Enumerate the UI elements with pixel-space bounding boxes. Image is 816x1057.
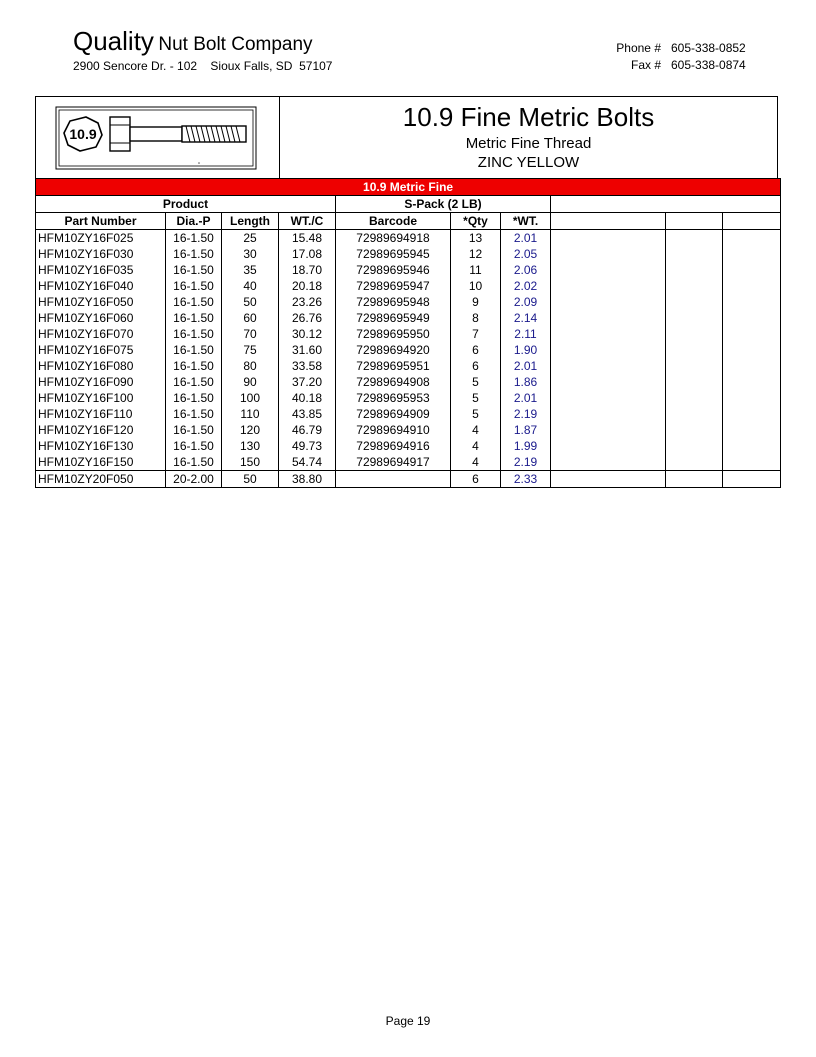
cell-wt-c: 37.20 [279,374,336,390]
cell-dia-p: 16-1.50 [166,438,222,454]
cell-empty [723,454,781,471]
cell-wt-c: 49.73 [279,438,336,454]
cell-wt-c: 18.70 [279,262,336,278]
company-name [73,26,313,57]
cell-empty [723,310,781,326]
header-qty: *Qty [451,213,501,230]
cell-empty [551,262,666,278]
cell-empty [666,454,723,471]
cell-length: 40 [222,278,279,294]
cell-empty [666,326,723,342]
cell-wt: 1.87 [501,422,551,438]
table-row [36,438,781,454]
bolt-icon [36,97,279,179]
cell-wt-c: 15.48 [279,230,336,247]
grade-badge: 10.9 [69,126,97,142]
cell-empty [551,454,666,471]
bolt-image [36,97,280,179]
cell-dia-p: 16-1.50 [166,310,222,326]
header-part-number: Part Number [36,213,166,230]
table-body [36,230,781,488]
cell-empty [666,438,723,454]
cell-empty [666,358,723,374]
cell-qty: 4 [451,422,501,438]
cell-empty [551,278,666,294]
table-row [36,471,781,488]
cell-part-number: HFM10ZY16F025 [36,230,166,247]
cell-length: 80 [222,358,279,374]
cell-empty [666,278,723,294]
cell-wt: 2.33 [501,471,551,488]
cell-part-number: HFM10ZY16F110 [36,406,166,422]
cell-length: 35 [222,262,279,278]
company-name-first: Quality [73,26,154,56]
table-row [36,454,781,471]
cell-empty [551,342,666,358]
cell-part-number: HFM10ZY16F150 [36,454,166,471]
cell-qty: 8 [451,310,501,326]
cell-dia-p: 16-1.50 [166,262,222,278]
cell-empty [551,471,666,488]
cell-barcode [336,471,451,488]
cell-wt: 1.86 [501,374,551,390]
cell-part-number: HFM10ZY16F120 [36,422,166,438]
table-row [36,326,781,342]
group-product: Product [36,196,336,213]
cell-dia-p: 20-2.00 [166,471,222,488]
cell-length: 100 [222,390,279,406]
cell-empty [723,278,781,294]
cell-part-number: HFM10ZY16F070 [36,326,166,342]
cell-dia-p: 16-1.50 [166,374,222,390]
product-title: 10.9 Fine Metric Bolts [402,102,655,132]
cell-empty [723,230,781,247]
cell-empty [551,246,666,262]
cell-wt-c: 23.26 [279,294,336,310]
cell-wt-c: 20.18 [279,278,336,294]
cell-empty [551,374,666,390]
cell-length: 150 [222,454,279,471]
cell-part-number: HFM10ZY16F090 [36,374,166,390]
cell-dia-p: 16-1.50 [166,390,222,406]
cell-dia-p: 16-1.50 [166,278,222,294]
cell-wt: 2.19 [501,406,551,422]
cell-empty [666,262,723,278]
cell-wt-c: 43.85 [279,406,336,422]
table-row [36,358,781,374]
contact-info [598,40,746,74]
cell-empty [723,358,781,374]
section-bar [36,179,781,196]
cell-wt: 2.11 [501,326,551,342]
fax-number: 605-338-0874 [671,58,746,72]
cell-empty [551,326,666,342]
cell-qty: 5 [451,374,501,390]
cell-barcode: 72989694918 [336,230,451,247]
cell-barcode: 72989695951 [336,358,451,374]
cell-empty [551,406,666,422]
cell-empty [723,262,781,278]
cell-wt: 2.05 [501,246,551,262]
cell-empty [666,390,723,406]
group-empty [551,196,781,213]
cell-empty [666,422,723,438]
cell-empty [723,471,781,488]
cell-length: 110 [222,406,279,422]
cell-qty: 13 [451,230,501,247]
cell-empty [551,422,666,438]
cell-part-number: HFM10ZY16F075 [36,342,166,358]
cell-dia-p: 16-1.50 [166,406,222,422]
table-row [36,390,781,406]
cell-barcode: 72989695947 [336,278,451,294]
product-header [35,96,778,178]
cell-qty: 7 [451,326,501,342]
cell-length: 75 [222,342,279,358]
cell-empty [666,342,723,358]
cell-wt: 2.01 [501,358,551,374]
cell-empty [723,422,781,438]
cell-dia-p: 16-1.50 [166,422,222,438]
cell-empty [666,374,723,390]
group-header-row [36,196,781,213]
table-row [36,342,781,358]
cell-barcode: 72989695948 [336,294,451,310]
table-row [36,230,781,247]
cell-qty: 6 [451,358,501,374]
cell-length: 70 [222,326,279,342]
cell-empty [723,342,781,358]
cell-dia-p: 16-1.50 [166,326,222,342]
cell-wt-c: 17.08 [279,246,336,262]
cell-qty: 10 [451,278,501,294]
cell-barcode: 72989695945 [336,246,451,262]
cell-wt-c: 46.79 [279,422,336,438]
product-finish: ZINC YELLOW [477,154,580,171]
header-dia-p: Dia.-P [166,213,222,230]
cell-wt: 2.19 [501,454,551,471]
cell-qty: 4 [451,438,501,454]
cell-empty [723,374,781,390]
cell-barcode: 72989695946 [336,262,451,278]
cell-qty: 6 [451,342,501,358]
header-wt: *WT. [501,213,551,230]
cell-wt: 2.01 [501,230,551,247]
cell-wt: 2.09 [501,294,551,310]
cell-qty: 6 [451,471,501,488]
cell-barcode: 72989694908 [336,374,451,390]
cell-barcode: 72989694916 [336,438,451,454]
header-empty-1 [551,213,666,230]
cell-length: 120 [222,422,279,438]
cell-barcode: 72989694910 [336,422,451,438]
table-row [36,422,781,438]
cell-empty [551,438,666,454]
company-address: 2900 Sencore Dr. - 102 Sioux Falls, SD 57107 [73,59,333,73]
section-label: 10.9 Metric Fine [36,179,781,196]
header-wt-c: WT./C [279,213,336,230]
cell-wt-c: 54.74 [279,454,336,471]
cell-length: 50 [222,471,279,488]
cell-empty [551,390,666,406]
cell-wt-c: 38.80 [279,471,336,488]
cell-part-number: HFM10ZY16F080 [36,358,166,374]
company-name-rest: Nut Bolt Company [158,34,313,55]
cell-dia-p: 16-1.50 [166,246,222,262]
cell-wt: 1.90 [501,342,551,358]
cell-dia-p: 16-1.50 [166,358,222,374]
cell-empty [723,390,781,406]
fax-label: Fax # [630,58,661,72]
cell-barcode: 72989694920 [336,342,451,358]
header-empty-3 [723,213,781,230]
cell-qty: 11 [451,262,501,278]
table-row [36,246,781,262]
product-titles [280,97,777,179]
cell-qty: 5 [451,406,501,422]
cell-wt-c: 40.18 [279,390,336,406]
cell-empty [723,294,781,310]
table-row [36,278,781,294]
cell-wt: 2.02 [501,278,551,294]
phone-label: Phone # [616,41,661,55]
cell-part-number: HFM10ZY16F060 [36,310,166,326]
cell-qty: 4 [451,454,501,471]
group-spack: S-Pack (2 LB) [336,196,551,213]
product-subtitle: Metric Fine Thread [465,135,592,152]
cell-qty: 12 [451,246,501,262]
table-row [36,374,781,390]
cell-empty [551,358,666,374]
cell-part-number: HFM10ZY16F100 [36,390,166,406]
cell-wt: 2.06 [501,262,551,278]
cell-empty [666,471,723,488]
cell-qty: 9 [451,294,501,310]
cell-wt-c: 26.76 [279,310,336,326]
cell-length: 130 [222,438,279,454]
header-barcode: Barcode [336,213,451,230]
cell-length: 90 [222,374,279,390]
cell-part-number: HFM10ZY16F040 [36,278,166,294]
cell-part-number: HFM10ZY16F050 [36,294,166,310]
cell-dia-p: 16-1.50 [166,230,222,247]
cell-wt-c: 31.60 [279,342,336,358]
cell-qty: 5 [451,390,501,406]
cell-dia-p: 16-1.50 [166,294,222,310]
header-empty-2 [666,213,723,230]
cell-empty [666,310,723,326]
table-row [36,262,781,278]
cell-length: 50 [222,294,279,310]
cell-length: 25 [222,230,279,247]
cell-wt: 2.14 [501,310,551,326]
cell-empty [666,406,723,422]
header-length: Length [222,213,279,230]
cell-empty [551,294,666,310]
cell-wt-c: 30.12 [279,326,336,342]
cell-length: 60 [222,310,279,326]
cell-empty [723,326,781,342]
cell-empty [723,246,781,262]
cell-dia-p: 16-1.50 [166,454,222,471]
cell-length: 30 [222,246,279,262]
cell-wt: 2.01 [501,390,551,406]
cell-empty [666,246,723,262]
cell-empty [723,406,781,422]
cell-part-number: HFM10ZY20F050 [36,471,166,488]
cell-empty [723,438,781,454]
cell-part-number: HFM10ZY16F130 [36,438,166,454]
cell-wt: 1.99 [501,438,551,454]
cell-wt-c: 33.58 [279,358,336,374]
page-number: Page 19 [385,1014,431,1028]
cell-barcode: 72989694909 [336,406,451,422]
table-row [36,406,781,422]
cell-barcode: 72989695949 [336,310,451,326]
cell-empty [666,230,723,247]
cell-part-number: HFM10ZY16F030 [36,246,166,262]
cell-empty [551,230,666,247]
table-row [36,294,781,310]
cell-barcode: 72989695953 [336,390,451,406]
cell-empty [666,294,723,310]
column-header-row [36,213,781,230]
cell-part-number: HFM10ZY16F035 [36,262,166,278]
parts-table [35,178,781,488]
table-row [36,310,781,326]
cell-barcode: 72989694917 [336,454,451,471]
cell-empty [551,310,666,326]
cell-barcode: 72989695950 [336,326,451,342]
cell-dia-p: 16-1.50 [166,342,222,358]
phone-number: 605-338-0852 [671,41,746,55]
